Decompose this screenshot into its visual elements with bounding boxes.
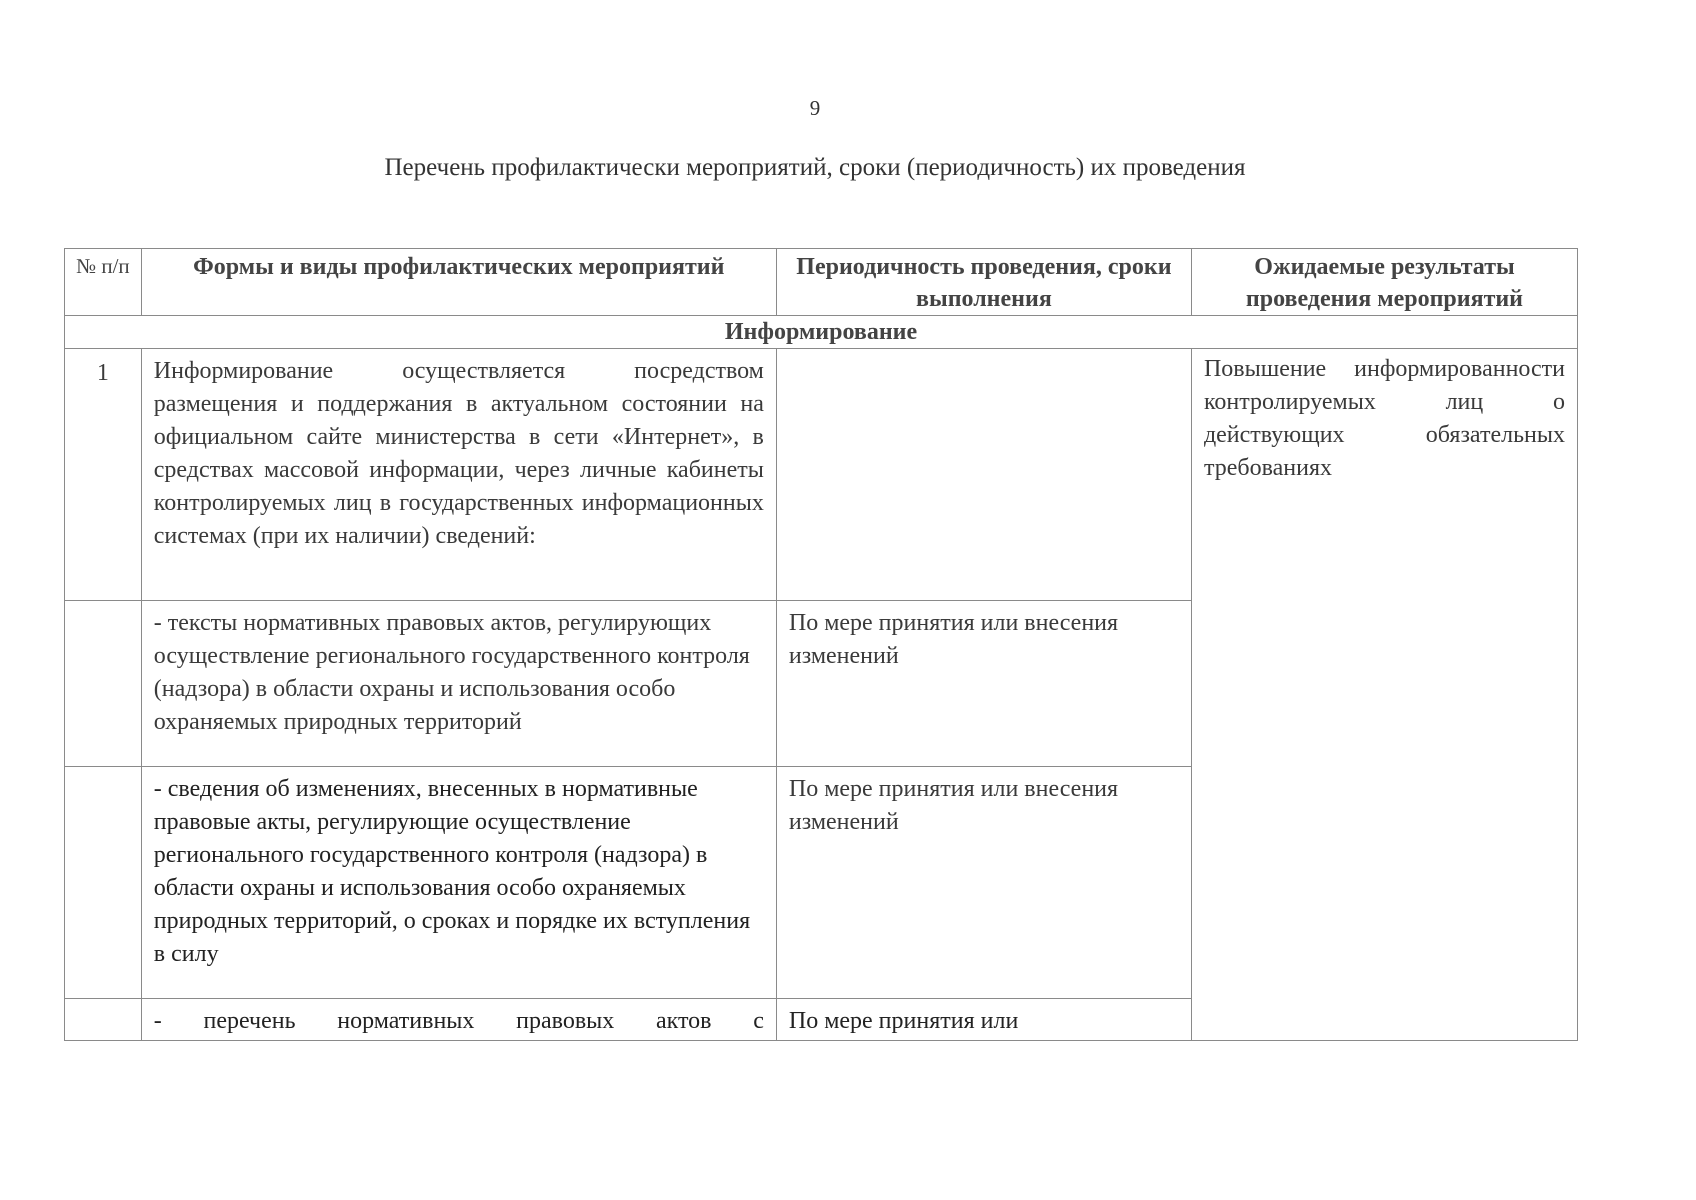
page-number: 9 [809,96,821,120]
header-results: Ожидаемые результаты проведения мероприятий [1191,249,1577,316]
section-row [65,316,1578,349]
row-number [65,601,142,767]
document-title: Перечень профилактически мероприятий, сроки (периодичность) их проведения [384,154,1246,181]
row-number [65,767,142,999]
periodicity-cell: По мере принятия или внесения изменений [776,601,1191,767]
header-forms: Формы и виды профилактических мероприятий [141,249,776,316]
periodicity-cell: По мере принятия или [776,999,1191,1041]
form-cell: - тексты нормативных правовых актов, регулирующих осуществление регионального государственного контроля (надзора) в области охраны и использования особо охраняемых природных территорий [141,601,776,767]
table-header [65,249,1578,316]
measures-table [64,248,1578,1041]
form-cell: - сведения об изменениях, внесенных в нормативные правовые акты, регулирующие осуществление регионального государственного контроля (надзора) в области охраны и использования особо охраняемых природных территорий, о сроках и порядке их вступления в силу [141,767,776,999]
header-num: № п/п [65,249,142,316]
header-periodicity: Периодичность проведения, сроки выполнения [776,249,1191,316]
periodicity-cell [776,349,1191,601]
table-row [65,349,1578,601]
row-number [65,999,142,1041]
periodicity-cell: По мере принятия или внесения изменений [776,767,1191,999]
section-title: Информирование [65,316,1578,349]
result-cell: Повышение информированности контролируемых лиц о действующих обязательных требованиях [1191,349,1577,1041]
form-cell: - перечень нормативных правовых актов с [141,999,776,1041]
form-cell: Информирование осуществляется посредством размещения и поддержания в актуальном состоянии на официальном сайте министерства в сети «Интернет», в средствах массовой информации, через личные кабинеты контролируемых лиц в государственных информационных системах (при их наличии) сведений: [141,349,776,601]
row-number: 1 [65,349,142,601]
